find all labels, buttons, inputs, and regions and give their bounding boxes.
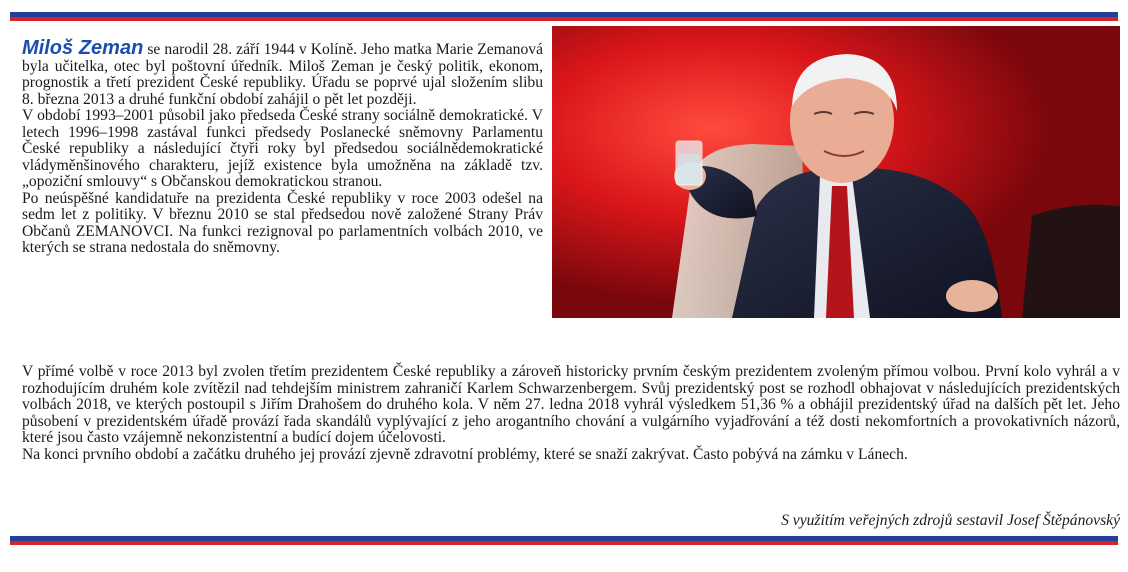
intro-lead: se narodil 28. září 1944 v Kolíně. Jeho matka Marie Zemanová byla učitelka, otec byl poštovní úředník. Miloš Zeman je český politik, ekonom, prognostik a třetí prezident České republiky. Úřadu se poprvé ujal složením slibu 8. března 2013 a druhé funkční období zahájil o pět let později.: [22, 41, 543, 108]
paragraph-health: Na konci prvního období a začátku druhého jej provází zjevně zdravotní problémy, které se snaží zakrývat. Často pobývá na zámku v Lánech.: [22, 445, 908, 463]
article-wide-column: [22, 364, 1120, 463]
article-intro-column: [22, 37, 543, 257]
paragraph-party: V období 1993–2001 působil jako předseda České strany sociálně demokratické. V letech 1996–1998 zastával funkci předsedy Poslanecké sněmovny Parlamentu České republiky a následující čtyři roky byl předsedou sociálnědemokratické vládyměnšinového charakteru, jejíž existence byla umožněna na základě tzv. „opoziční smlouvy“ s Občanskou demokratickou stranou.: [22, 107, 543, 190]
top-tricolor-stripe: [10, 12, 1118, 21]
credit-line: S využitím veřejných zdrojů sestavil Josef Štěpánovský: [781, 512, 1120, 529]
portrait-photo: [552, 26, 1120, 318]
bottom-tricolor-stripe: [10, 536, 1118, 545]
paragraph-candidacy: Po neúspěšné kandidatuře na prezidenta České republiky v roce 2003 odešel na sedm let z politiky. V březnu 2010 se stal předsedou nově založené Strany Práv Občanů ZEMANOVCI. Na funkci rezignoval po parlamentních volbách 2010, ve kterých se strana nedostala do sněmovny.: [22, 189, 543, 256]
paragraph-presidency: V přímé volbě v roce 2013 byl zvolen třetím prezidentem České republiky a zároveň historicky prvním českým prezidentem zvoleným přímou volbou. První kolo vyhrál a v rozhodujícím druhém kole zvítězil nad tehdejším ministrem zahraničí Karlem Schwarzenbergem. Svůj prezidentský post se rozhodl obhajovat v následujících prezidentských volbách 2018, ve kterých postoupil s Jiřím Drahošem do druhého kola. V něm 27. ledna 2018 vyhrál výsledkem 51,36 % a obhájil prezidentský úřad na dalších pět let. Jeho působení v prezidentském úřadě provází řada skandálů vyplývající z jeho arogantního chování a vulgárního vyjadřování a též dosti nekomfortních a provokativních názorů, které jsou často vzájemně nekonzistentní a budící dojem účelovosti.: [22, 363, 1120, 446]
person-name: Miloš Zeman: [22, 37, 144, 59]
intro-paragraph: [22, 37, 543, 108]
